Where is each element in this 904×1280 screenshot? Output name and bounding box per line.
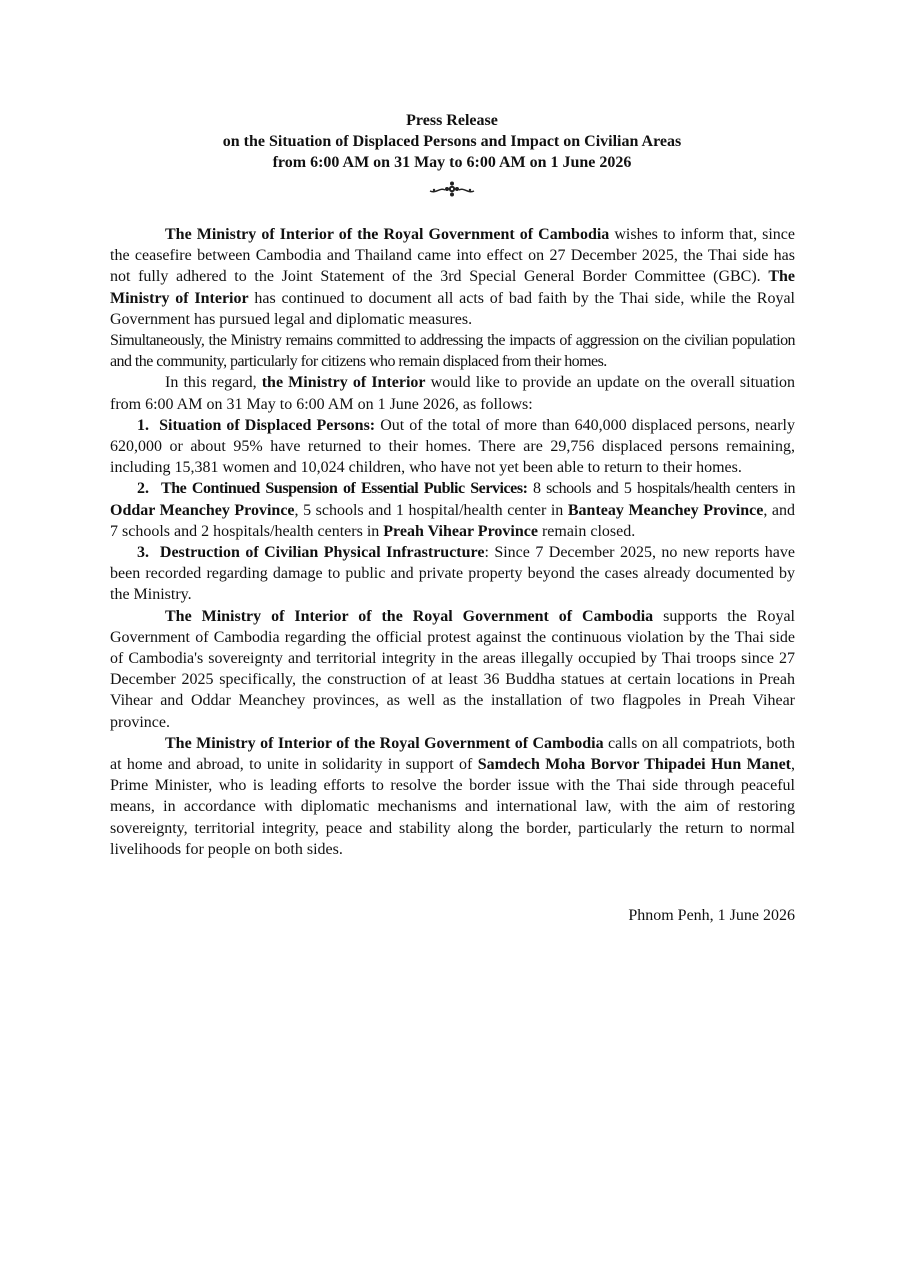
province-name: Banteay Meanchey Province <box>567 501 764 519</box>
item-number: 2. <box>137 480 149 498</box>
item-title: Situation of Displaced Persons: <box>159 416 376 434</box>
item-number: 1. <box>137 416 149 434</box>
ministry-name-bold: The Ministry of Interior of the Royal Government of Cambodia <box>165 607 654 625</box>
ornament-divider <box>0 181 904 202</box>
floral-divider-icon <box>428 181 476 197</box>
item-text: , 5 schools and 1 hospital/health center in <box>294 501 568 519</box>
province-name: Oddar Meanchey Province <box>110 501 295 519</box>
intro-paragraph <box>110 224 795 330</box>
item-number: 3. <box>137 544 149 562</box>
ministry-name-bold: The Ministry of Interior of the Royal Government of Cambodia <box>165 226 610 243</box>
document-header <box>0 110 904 173</box>
list-item <box>110 542 795 606</box>
protest-paragraph <box>110 606 795 733</box>
update-ministry-bold: the Ministry of Interior <box>261 374 426 392</box>
update-text-b: would like to provide an update on the overall situation from 6:00 AM on 31 May to 6:00 AM on 1 June 2026, as follows: <box>110 374 796 413</box>
call-text: calls on all compatriots, both at home and abroad, to unite in solidarity in support of <box>110 734 796 774</box>
province-name: Preah Vihear Province <box>383 522 538 540</box>
call-paragraph <box>110 733 795 860</box>
item-text: , and 7 schools and 2 hospitals/health centers in <box>110 501 796 540</box>
item-text: 8 schools and 5 hospitals/health centers in <box>527 480 796 498</box>
call-text-b: , Prime Minister, who is leading efforts to resolve the border issue with the Thai side through peaceful means, in accordance with diplomatic mechanisms and international law, with the aim of restoring sovereignty, territorial integrity, peace and stability along the border, particularly the return to normal livelihoods for people on both sides. <box>110 756 795 858</box>
ministry-short-bold: The Ministry of Interior <box>110 268 795 307</box>
document-body <box>110 224 795 860</box>
place-date-signoff: Phnom Penh, 1 June 2026 <box>628 907 795 924</box>
list-item <box>110 415 795 479</box>
prime-minister-name: Samdech Moha Borvor Thipadei Hun Manet <box>477 756 791 774</box>
list-item <box>110 478 795 542</box>
item-title: The Continued Suspension of Essential Public Services: <box>161 480 528 498</box>
item-title: Destruction of Civilian Physical Infrastructure <box>159 544 485 562</box>
header-title: Press Release <box>406 112 498 129</box>
update-paragraph <box>110 372 795 414</box>
header-date-range: from 6:00 AM on 31 May to 6:00 AM on 1 June 2026 <box>272 154 632 171</box>
item-text: Out of the total of more than 640,000 displaced persons, nearly 620,000 or about 95% have returned to their homes. There are 29,756 displaced persons remaining, including 15,381 women and 10,024 children, who have not yet been able to return to their homes. <box>110 416 795 477</box>
intro-text-b: has continued to document all acts of bad faith by the Thai side, while the Royal Government has pursued legal and diplomatic measures. <box>110 289 796 328</box>
intro-text-c: Simultaneously, the Ministry remains committed to addressing the impacts of aggression on the civilian population and the community, particularly for citizens who remain displaced from their homes. <box>110 332 795 371</box>
item-text: remain closed. <box>537 522 636 540</box>
ministry-name-bold: The Ministry of Interior of the Royal Government of Cambodia <box>165 734 604 752</box>
item-text: : Since 7 December 2025, no new reports have been recorded regarding damage to public and private property beyond the cases already documented by the Ministry. <box>110 544 796 604</box>
header-subtitle: on the Situation of Displaced Persons and Impact on Civilian Areas <box>222 133 682 150</box>
intro-text: wishes to inform that, since the ceasefire between Cambodia and Thailand came into effect on 27 December 2025, the Thai side has not fully adhered to the Joint Statement of the 3rd Special General Border Committee (GBC). <box>110 226 795 286</box>
protest-text: supports the Royal Government of Cambodia regarding the official protest against the continuous violation by the Thai side of Cambodia's sovereignty and territorial integrity in the areas illegally occupied by Thai troops since 27 December 2025 specifically, the construction of at least 36 Buddha statues at certain locations in Preah Vihear and Oddar Meanchey provinces, as well as the installation of two flagpoles in Preah Vihear province. <box>110 607 795 731</box>
intro-continued <box>110 330 795 372</box>
update-text: In this regard, <box>165 374 262 392</box>
